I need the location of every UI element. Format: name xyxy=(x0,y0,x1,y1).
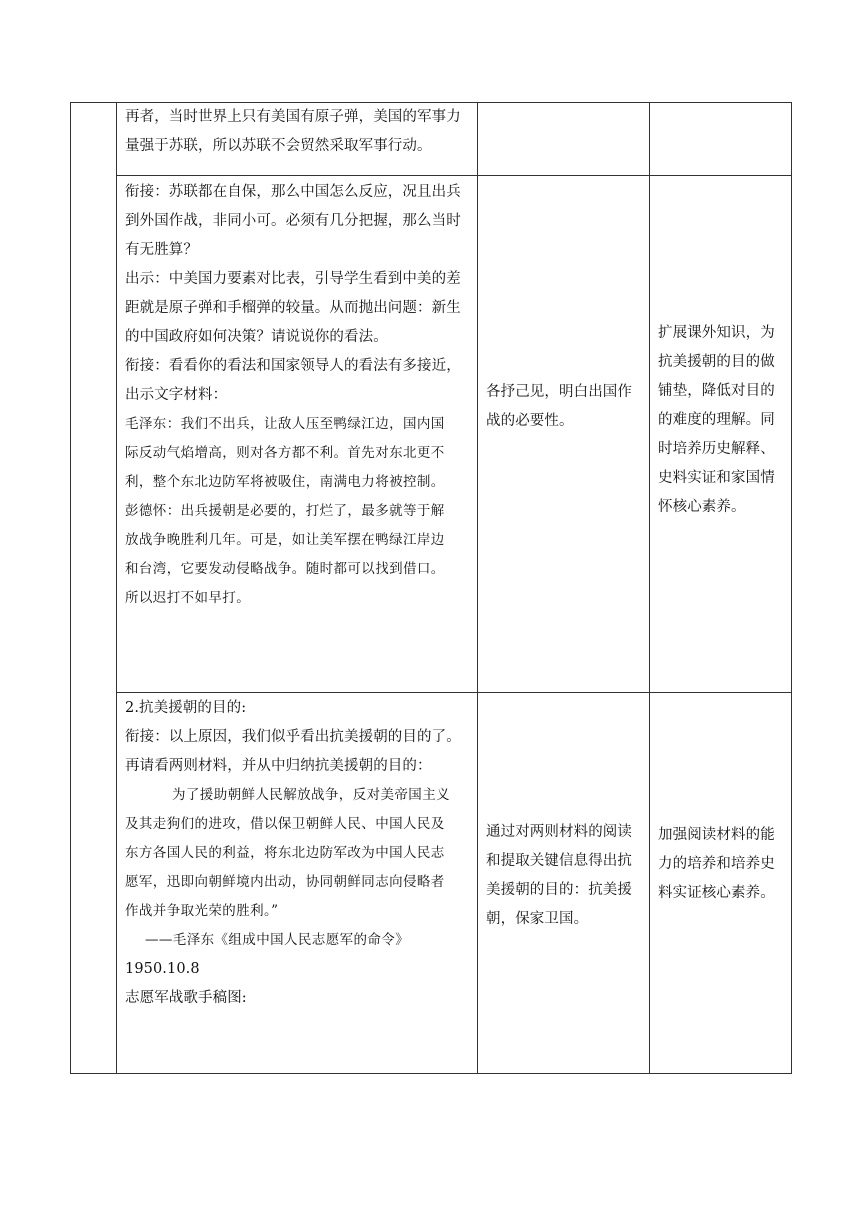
teacher-activity-cell xyxy=(117,103,478,176)
text-line: 再请看两则材料，并从中归纳抗美援朝的目的： xyxy=(125,758,432,774)
quote-line: 为了援助朝鲜人民解放战争，反对美帝国主义 xyxy=(172,787,450,803)
quote-line: 毛泽东：我们不出兵，让敌人压至鸭绿江边，国内国 xyxy=(125,416,445,432)
text-line: 的中国政府如何决策？请说说你的看法。 xyxy=(125,329,388,345)
student-activity-cell xyxy=(478,176,650,693)
teacher-activity-cell xyxy=(117,693,478,1074)
text-line: 各抒己见，明白出国作 xyxy=(486,384,632,400)
quote-line: 所以迟打不如早打。 xyxy=(125,590,251,606)
design-intent-cell xyxy=(650,693,792,1074)
quote-line: 东方各国人民的利益，将东北边防军改为中国人民志 xyxy=(125,845,445,861)
text-line: 铺垫，降低对目的 xyxy=(658,383,775,399)
quote-line: 彭德怀：出兵援朝是必要的，打烂了，最多就等于解 xyxy=(125,503,445,519)
table-row xyxy=(71,176,792,693)
quote-line: 作战并争取光荣的胜利。” xyxy=(125,903,279,919)
text-line: 史料实证和家国情 xyxy=(658,470,775,486)
stage-column-cell xyxy=(71,103,117,1074)
quote-source: ——毛泽东《组成中国人民志愿军的命令》 xyxy=(145,932,410,948)
lesson-plan-table xyxy=(70,102,792,1074)
text-line: 量强于苏联，所以苏联不会贸然采取军事行动。 xyxy=(125,138,432,154)
quote-date: 1950.10.8 xyxy=(125,961,200,977)
text-line: 时培养历史解释、 xyxy=(658,441,775,457)
table-row xyxy=(71,693,792,1074)
text-line: 出示文字材料： xyxy=(125,387,228,403)
design-intent-cell xyxy=(650,103,792,176)
quote-line: 及其走狗们的进攻，借以保卫朝鲜人民、中国人民及 xyxy=(125,816,445,832)
design-intent-cell xyxy=(650,176,792,693)
text-line: 扩展课外知识，为 xyxy=(658,325,775,341)
text-line: 战的必要性。 xyxy=(486,413,574,429)
quote-line: 放战争晚胜利几年。可是，如让美军摆在鸭绿江岸边 xyxy=(125,532,445,548)
text-line: 和提取关键信息得出抗 xyxy=(486,853,632,869)
text-line: 出示：中美国力要素对比表，引导学生看到中美的差 xyxy=(125,271,461,287)
text-line: 衔接：看看你的看法和国家领导人的看法有多接近， xyxy=(125,358,461,374)
table-row xyxy=(71,103,792,176)
quote-line: 愿军，迅即向朝鲜境内出动，协同朝鲜同志向侵略者 xyxy=(125,874,445,890)
text-line: 抗美援朝的目的做 xyxy=(658,354,775,370)
section-heading: 2.抗美援朝的目的: xyxy=(125,700,247,716)
quote-line: 和台湾，它要发动侵略战争。随时都可以找到借口。 xyxy=(125,561,445,577)
text-line: 朝，保家卫国。 xyxy=(486,911,589,927)
text-line: 加强阅读材料的能 xyxy=(658,827,775,843)
student-activity-cell xyxy=(478,693,650,1074)
teacher-activity-cell xyxy=(117,176,478,693)
quote-line: 利，整个东北边防军将被吸住，南满电力将被控制。 xyxy=(125,474,445,490)
text-line: 衔接：苏联都在自保，那么中国怎么反应，况且出兵 xyxy=(125,184,461,200)
text-line: 志愿军战歌手稿图: xyxy=(125,990,247,1006)
text-line: 美援朝的目的：抗美援 xyxy=(486,882,632,898)
text-line: 到外国作战，非同小可。必须有几分把握，那么当时 xyxy=(125,213,461,229)
text-line: 衔接：以上原因，我们似乎看出抗美援朝的目的了。 xyxy=(125,729,461,745)
text-line: 的难度的理解。同 xyxy=(658,412,775,428)
student-activity-cell xyxy=(478,103,650,176)
text-line: 再者，当时世界上只有美国有原子弹，美国的军事力 xyxy=(125,109,461,125)
text-line: 有无胜算？ xyxy=(125,242,198,258)
text-line: 料实证核心素养。 xyxy=(658,885,775,901)
text-line: 距就是原子弹和手榴弹的较量。从而抛出问题：新生 xyxy=(125,300,461,316)
text-line: 怀核心素养。 xyxy=(658,499,746,515)
text-line: 通过对两则材料的阅读 xyxy=(486,824,632,840)
quote-line: 际反动气焰增高，则对各方都不利。首先对东北更不 xyxy=(125,445,445,461)
text-line: 力的培养和培养史 xyxy=(658,856,775,872)
